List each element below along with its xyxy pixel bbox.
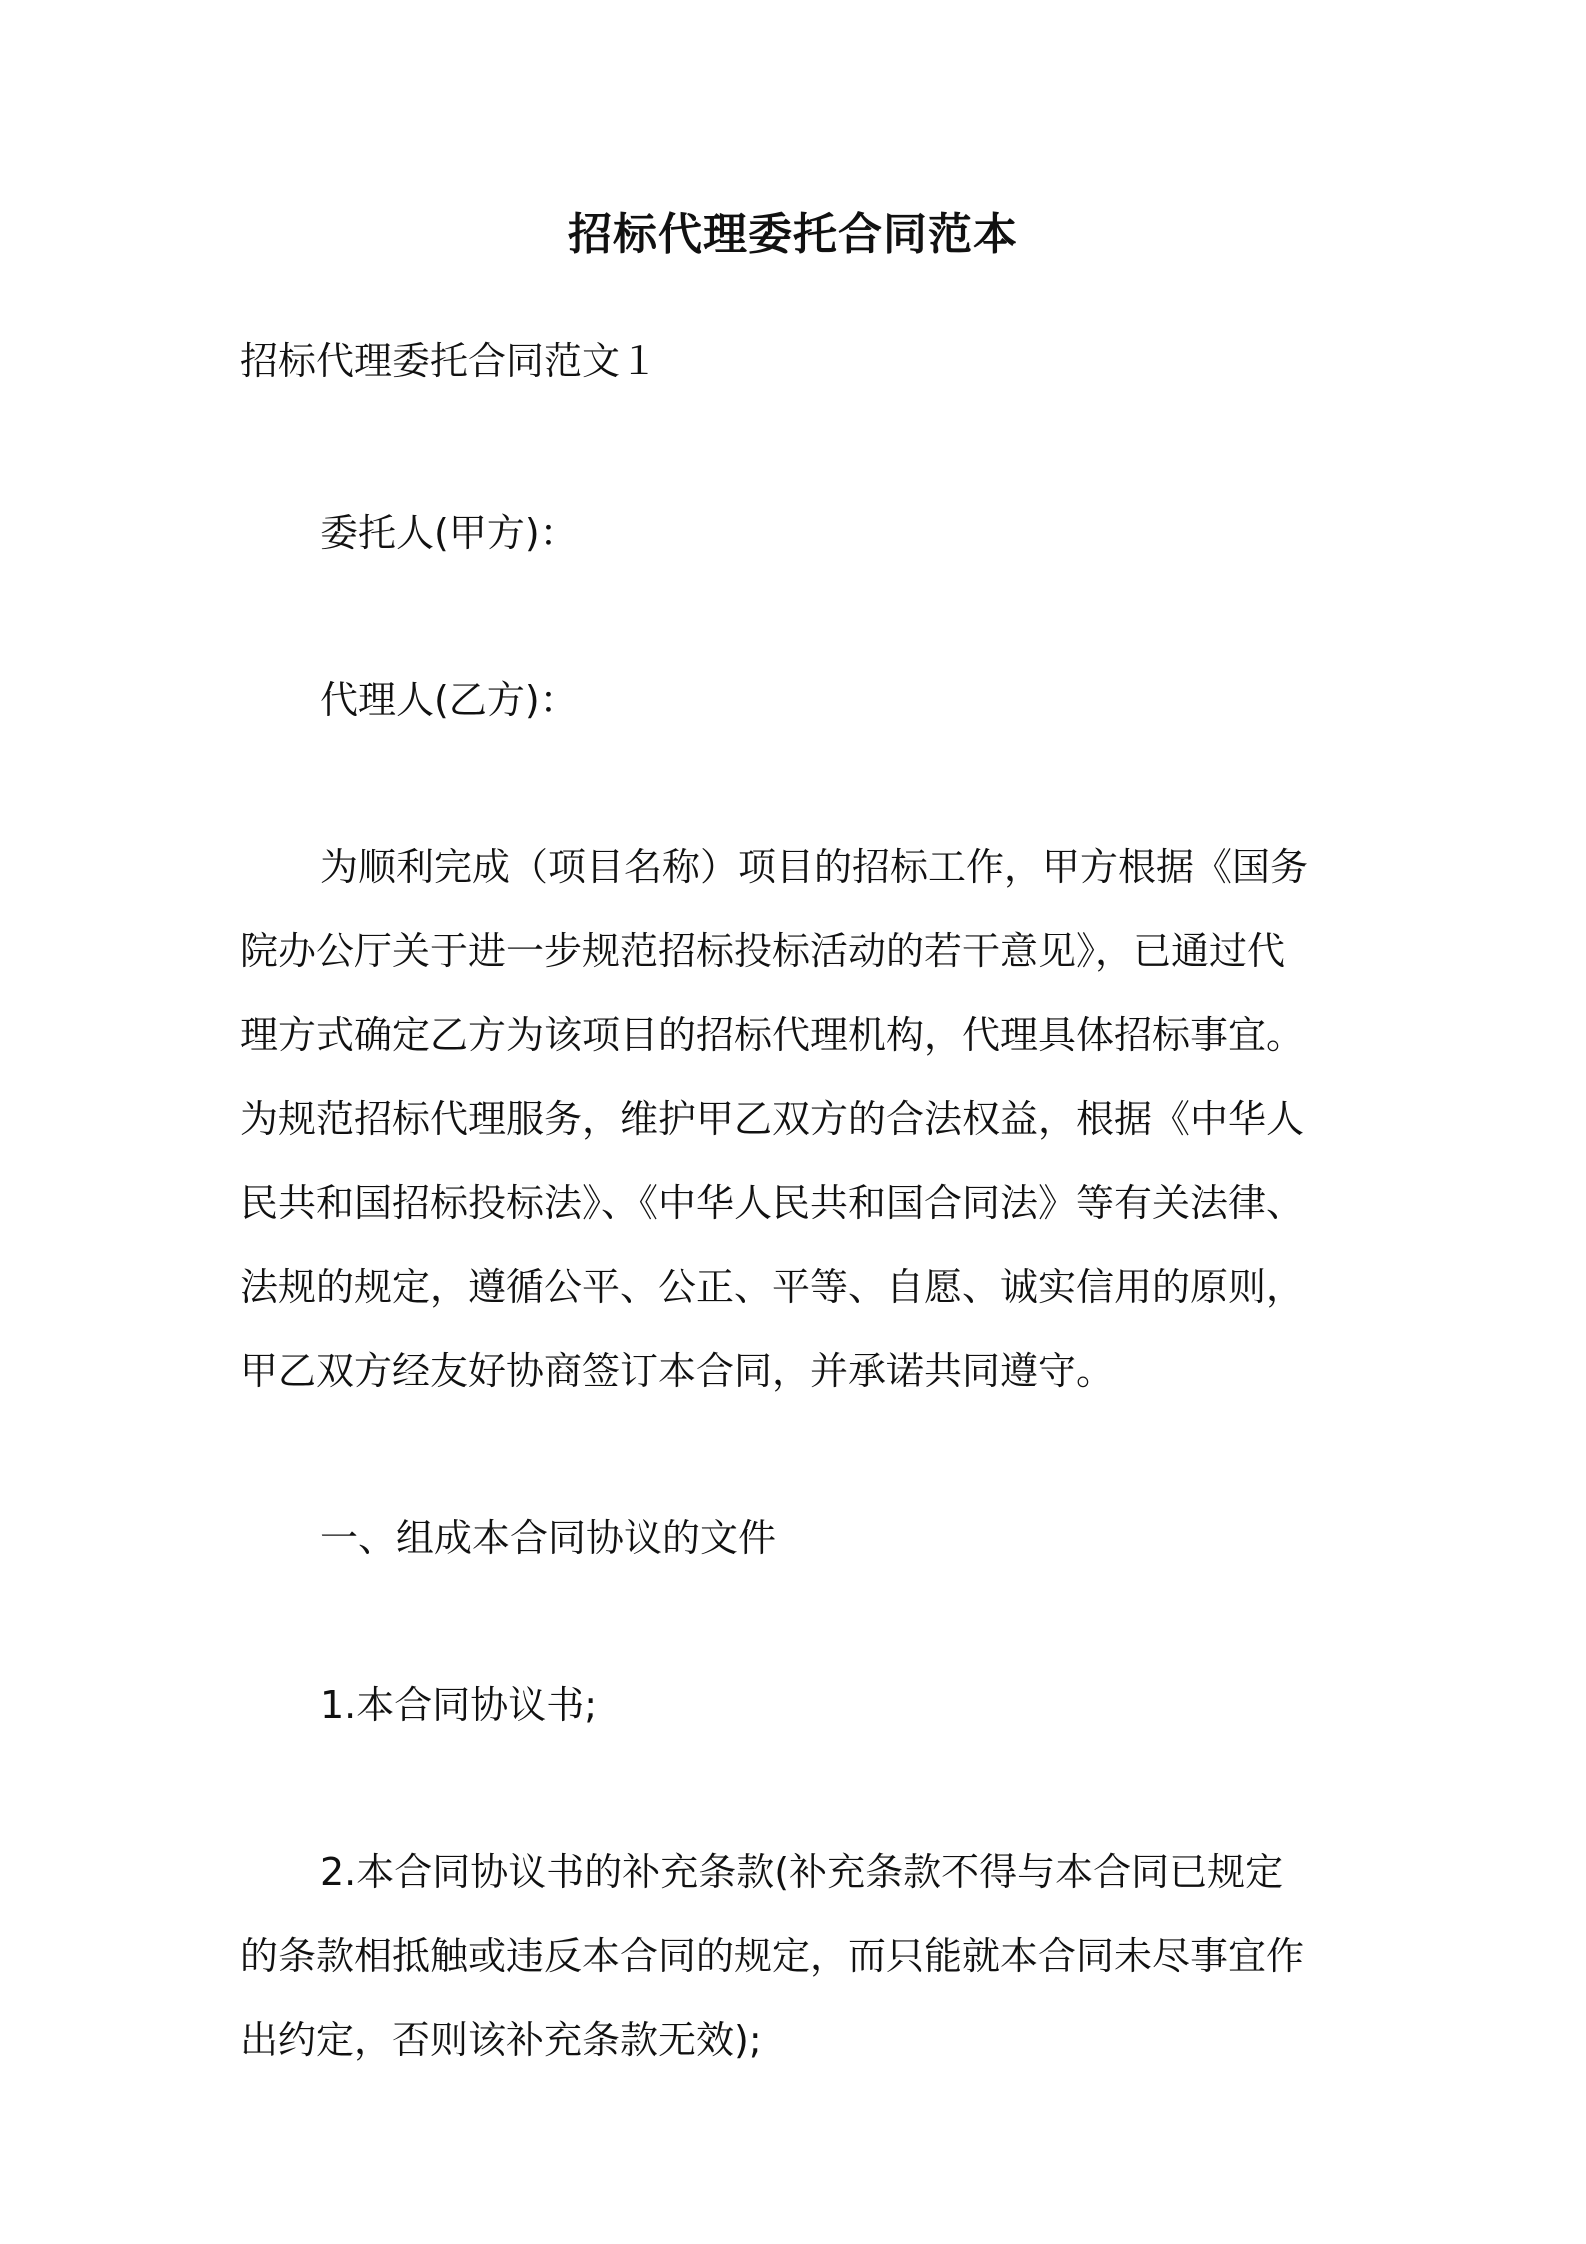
section-heading: 一、组成本合同协议的文件 xyxy=(320,1516,777,1560)
intro-line: 院办公厅关于进一步规范招标投标活动的若干意见》，已通过代 xyxy=(240,929,1286,973)
intro-line: 民共和国招标投标法》、《中华人民共和国合同法》等有关法律、 xyxy=(240,1181,1305,1225)
list-item-line: 2.本合同协议书的补充条款(补充条款不得与本合同已规定 xyxy=(320,1850,1284,1894)
intro-line: 法规的规定，遵循公平、公正、平等、自愿、诚实信用的原则， xyxy=(240,1265,1305,1309)
list-item-1: 1.本合同协议书; xyxy=(320,1683,598,1727)
document-subtitle: 招标代理委托合同范文１ xyxy=(240,339,659,383)
list-item-line: 出约定，否则该补充条款无效); xyxy=(240,2018,762,2062)
list-item-line: 的条款相抵触或违反本合同的规定，而只能就本合同未尽事宜作 xyxy=(240,1934,1305,1978)
principal-label: 委托人(甲方)： xyxy=(320,511,578,555)
intro-line: 理方式确定乙方为该项目的招标代理机构，代理具体招标事宜。 xyxy=(240,1013,1305,1057)
agent-label: 代理人(乙方)： xyxy=(320,678,578,722)
intro-line: 为顺利完成（项目名称）项目的招标工作，甲方根据《国务 xyxy=(320,845,1309,889)
intro-line: 甲乙双方经友好协商签订本合同，并承诺共同遵守。 xyxy=(240,1349,1115,1393)
document-title: 招标代理委托合同范本 xyxy=(568,209,1018,260)
intro-line: 为规范招标代理服务，维护甲乙双方的合法权益，根据《中华人 xyxy=(240,1097,1305,1141)
